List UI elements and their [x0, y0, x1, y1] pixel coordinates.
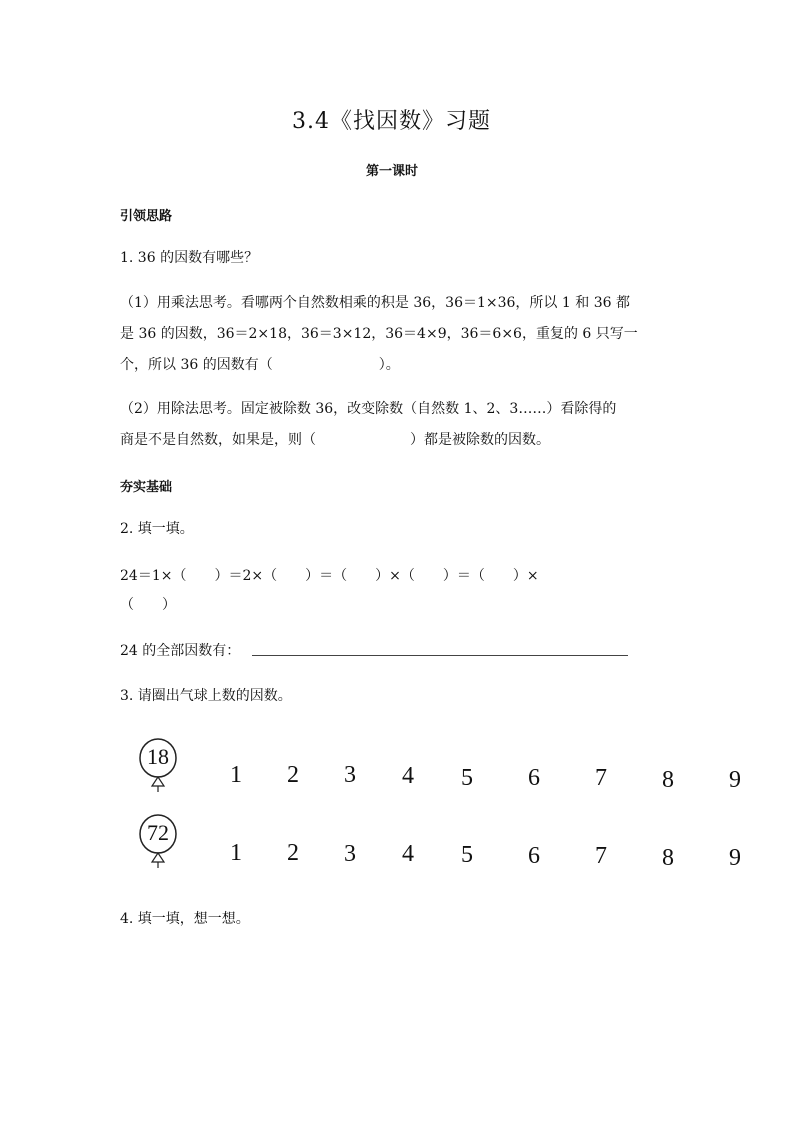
q1-part1-line1: （1）用乘法思考。看哪两个自然数相乘的积是 36，36＝1×36，所以 1 和 36 都 [120, 295, 630, 311]
balloon-18 [138, 738, 178, 794]
q1-part2-line2-text: 商是不是自然数，如果是，则（ [120, 432, 316, 448]
candidate-number[interactable]: 9 [729, 845, 741, 871]
section-heading-basics: 夯实基础 [120, 480, 173, 495]
q1-part1-line3 [120, 354, 400, 374]
answer-line-q2[interactable] [252, 655, 628, 656]
q1-part2-line2 [120, 429, 550, 449]
q1-part1-line3-end: ）。 [378, 357, 400, 373]
candidate-number[interactable]: 2 [287, 840, 299, 866]
candidate-number[interactable]: 8 [662, 845, 674, 871]
q1-part1-line2: 是 36 的因数，36＝2×18，36＝3×12，36＝4×9，36＝6×6，重复的 6 只写一 [120, 326, 638, 342]
question-1-stem: 1. 36 的因数有哪些？ [120, 250, 259, 266]
candidate-number[interactable]: 7 [595, 843, 607, 869]
q2-equation-line1: 24＝1×（ ）＝2×（ ）＝（ ）×（ ）＝（ ）× [120, 568, 539, 584]
candidate-number[interactable]: 3 [344, 762, 356, 788]
candidate-number[interactable]: 1 [230, 840, 242, 866]
q2-factors-label: 24 的全部因数有： [120, 643, 241, 659]
q1-part2-line2-end: ）都是被除数的因数。 [410, 432, 550, 448]
candidate-number[interactable]: 5 [461, 842, 473, 868]
q1-part2-line1: （2）用除法思考。固定被除数 36，改变除数（自然数 1、2、3……）看除得的 [120, 401, 617, 417]
candidate-number[interactable]: 3 [344, 841, 356, 867]
candidate-number[interactable]: 5 [461, 765, 473, 791]
question-4-stem: 4. 填一填，想一想。 [120, 911, 250, 927]
q2-equation-line2: （ ） [120, 597, 176, 613]
candidate-number[interactable]: 6 [528, 843, 540, 869]
question-3-stem: 3. 请圈出气球上数的因数。 [120, 688, 292, 704]
question-2-stem: 2. 填一填。 [120, 521, 194, 537]
candidate-number[interactable]: 4 [402, 763, 414, 789]
balloon-number: 18 [147, 744, 169, 769]
candidate-number[interactable]: 6 [528, 765, 540, 791]
page-title: 3.4《找因数》习题 [292, 109, 491, 134]
q1-part1-line3-text: 个，所以 36 的因数有（ [120, 357, 273, 373]
balloon-number: 72 [147, 820, 169, 845]
balloon-72 [138, 814, 178, 870]
candidate-number[interactable]: 1 [230, 762, 242, 788]
candidate-number[interactable]: 4 [402, 841, 414, 867]
lesson-subtitle: 第一课时 [366, 164, 419, 179]
candidate-number[interactable]: 9 [729, 767, 741, 793]
candidate-number[interactable]: 8 [662, 767, 674, 793]
candidate-number[interactable]: 7 [595, 765, 607, 791]
section-heading-guide: 引领思路 [120, 209, 173, 224]
candidate-number[interactable]: 2 [287, 762, 299, 788]
